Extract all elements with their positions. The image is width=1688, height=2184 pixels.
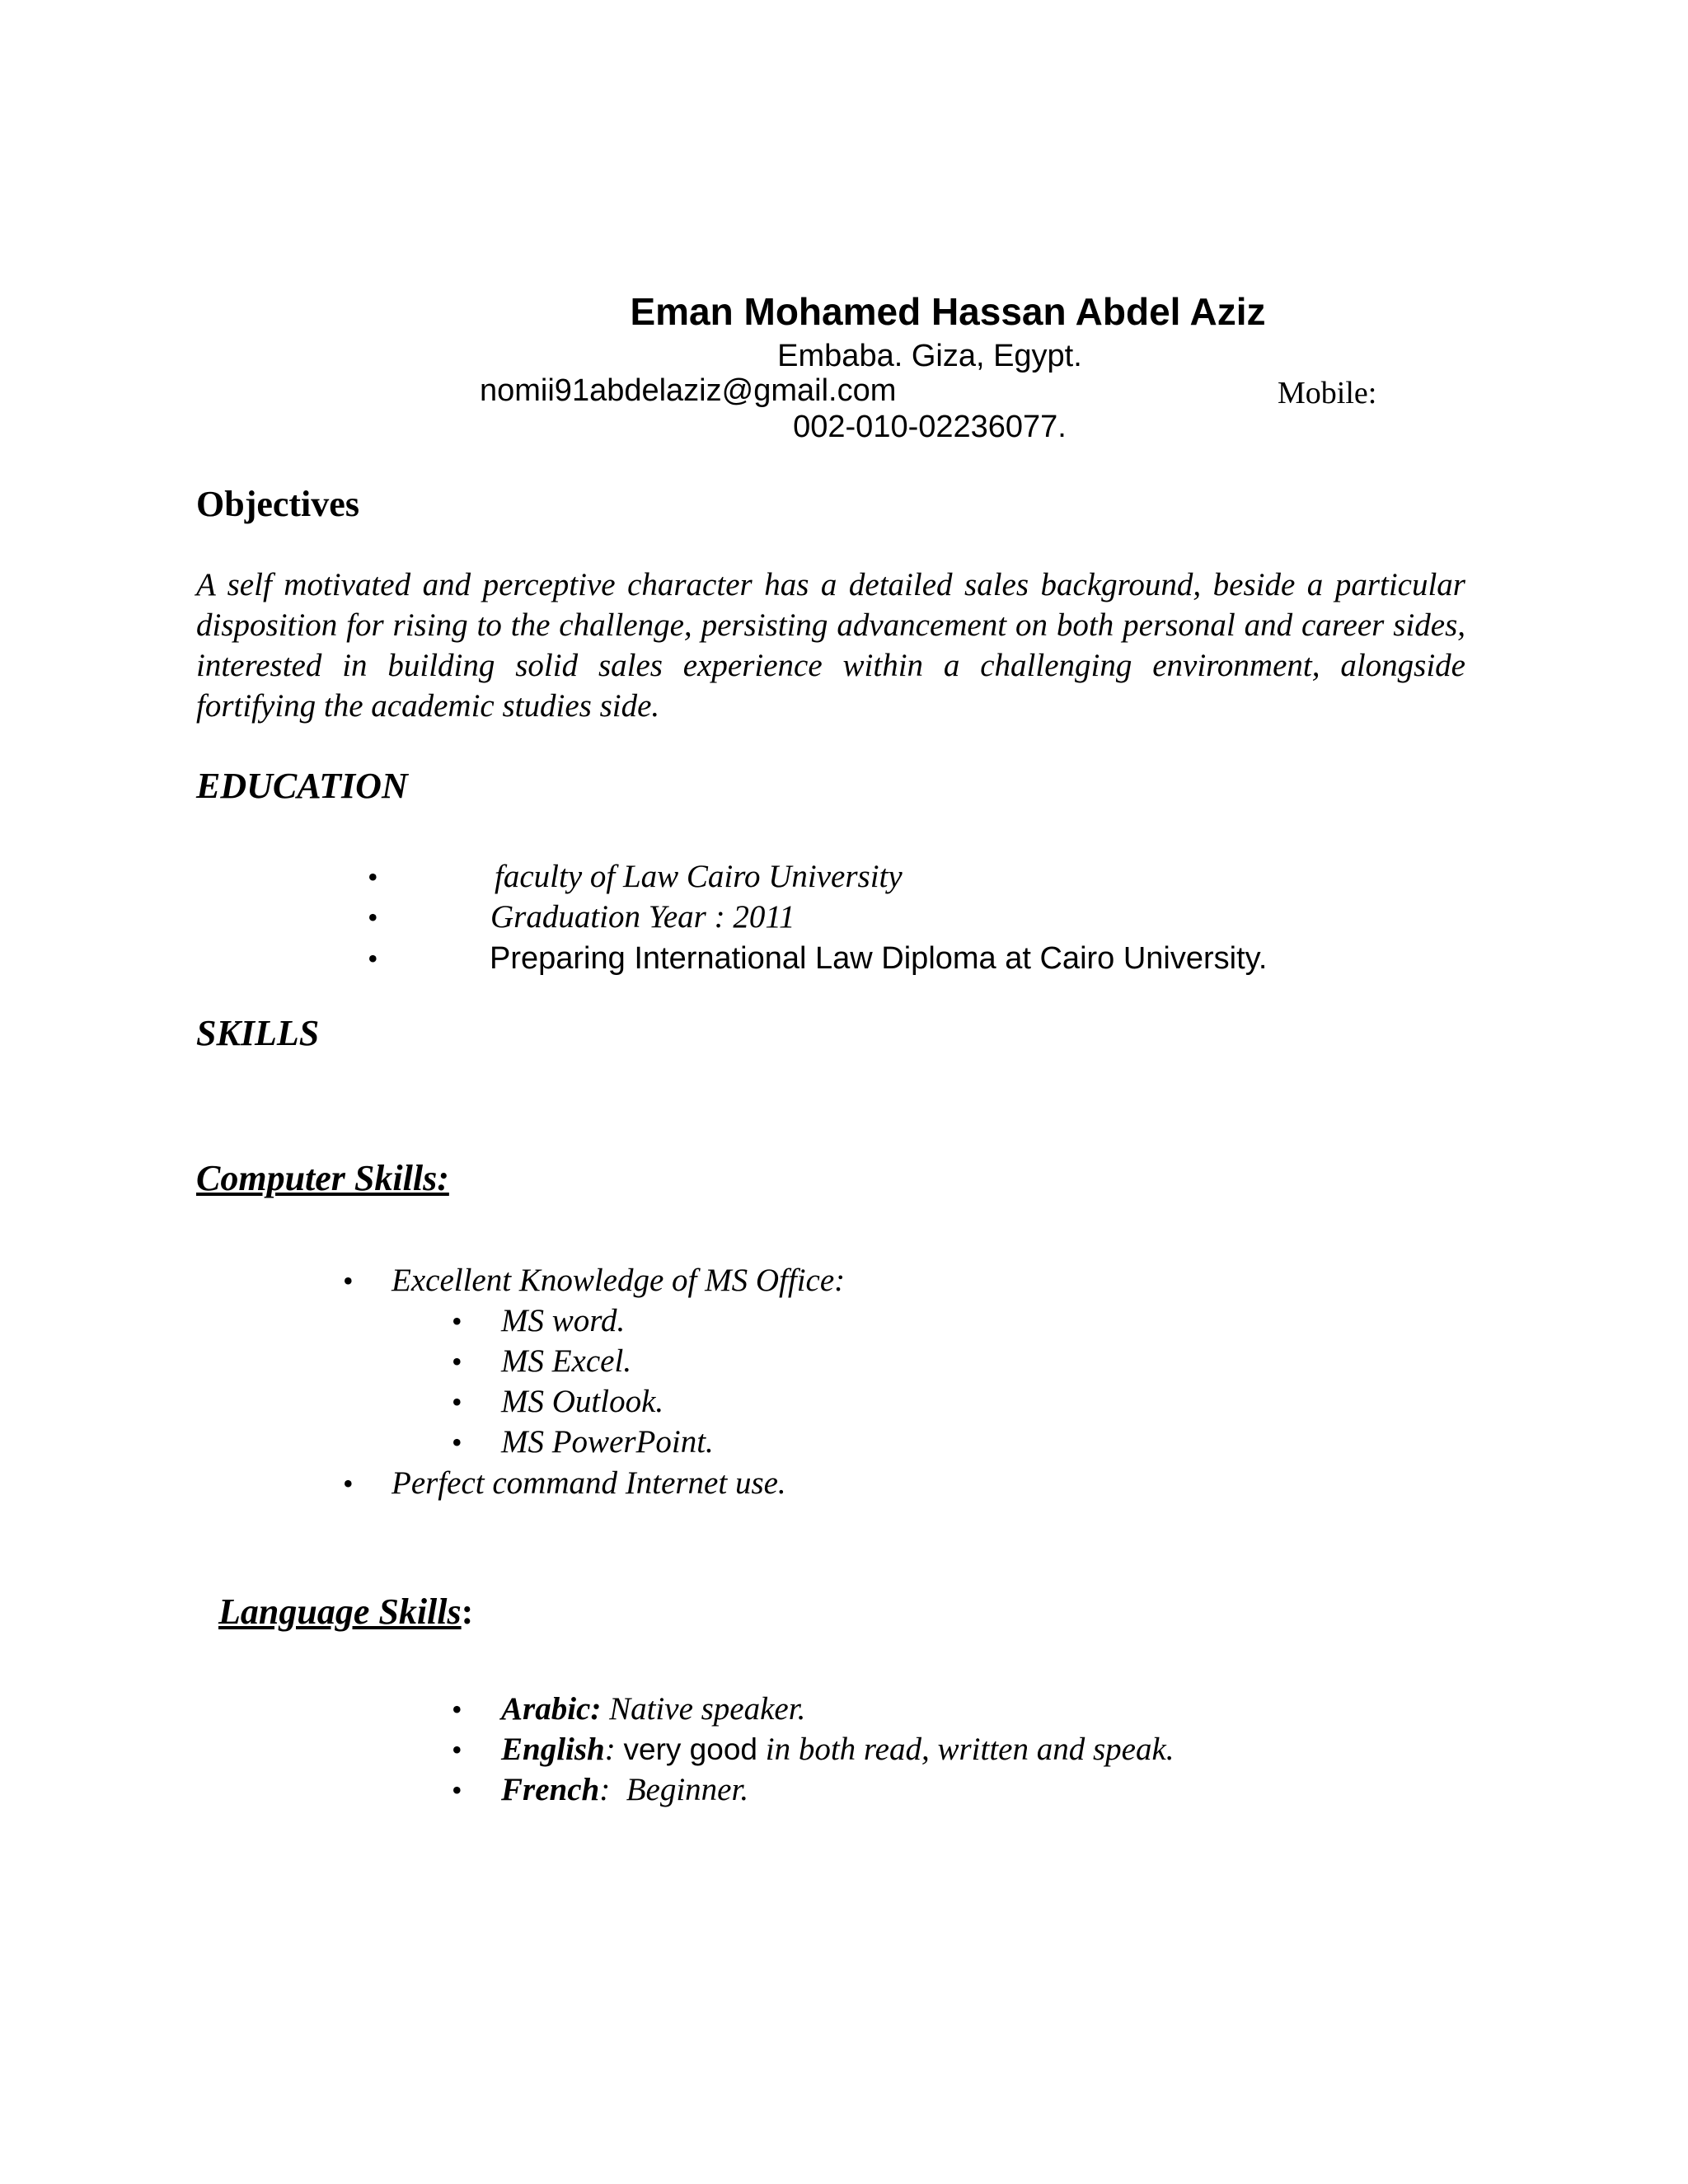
objectives-text: A self motivated and perceptive character has a detailed sales background, beside a particular disposition for rising to the challenge, persisting advancement on both personal and career sides, interested in building solid sales experience within a challenging environment, alongside fortifying the academic studies side.: [196, 567, 1465, 724]
bullet: •: [368, 901, 378, 934]
language-name: English: [501, 1732, 605, 1767]
education-item: Preparing International Law Diploma at Cairo University.: [490, 941, 1268, 976]
computer-skill-item: Excellent Knowledge of MS Office:: [392, 1263, 846, 1298]
language-level: Beginner.: [626, 1772, 749, 1807]
language-skills-heading: [218, 1591, 473, 1633]
language-name: Arabic:: [501, 1691, 602, 1727]
mobile-label: Mobile:: [1278, 376, 1377, 410]
address: Embaba. Giza, Egypt.: [777, 339, 1082, 373]
office-app-item: MS PowerPoint.: [501, 1424, 714, 1460]
language-detail: in both read, written and speak.: [765, 1732, 1175, 1767]
language-item-english: [501, 1730, 1175, 1769]
mobile-number: 002-010-02236077.: [793, 410, 1067, 444]
bullet: •: [368, 860, 378, 893]
bullet: •: [452, 1305, 462, 1338]
bullet: •: [343, 1467, 354, 1500]
computer-skills-heading: Computer Skills:: [196, 1158, 449, 1198]
language-colon: :: [604, 1732, 616, 1767]
language-colon: :: [599, 1772, 611, 1807]
computer-skill-item: Perfect command Internet use.: [392, 1465, 786, 1501]
bullet: •: [452, 1733, 462, 1766]
bullet: •: [452, 1345, 462, 1378]
office-app-item: MS word.: [501, 1303, 626, 1338]
office-app-item: MS Excel.: [501, 1343, 632, 1379]
bullet: •: [452, 1693, 462, 1726]
bullet: •: [452, 1385, 462, 1418]
language-skills-colon: :: [461, 1591, 474, 1632]
language-level: very good: [623, 1732, 757, 1766]
email-address: nomii91abdelaziz@gmail.com: [480, 373, 897, 408]
language-name: French: [501, 1772, 600, 1807]
bullet: •: [452, 1774, 462, 1807]
skills-heading: SKILLS: [196, 1013, 320, 1053]
office-app-item: MS Outlook.: [501, 1384, 664, 1419]
bullet: •: [343, 1264, 354, 1297]
objectives-heading: Objectives: [196, 484, 359, 524]
education-item: Graduation Year : 2011: [490, 899, 795, 935]
language-item-french: [501, 1770, 748, 1810]
language-skills-title: Language Skills: [218, 1591, 462, 1632]
bullet: •: [452, 1426, 462, 1459]
language-level: Native speaker.: [609, 1691, 806, 1727]
education-item: faculty of Law Cairo University: [495, 859, 903, 894]
education-heading: EDUCATION: [196, 766, 408, 806]
language-item-arabic: [501, 1690, 805, 1729]
bullet: •: [368, 942, 378, 975]
candidate-name: Eman Mohamed Hassan Abdel Aziz: [630, 290, 1266, 333]
